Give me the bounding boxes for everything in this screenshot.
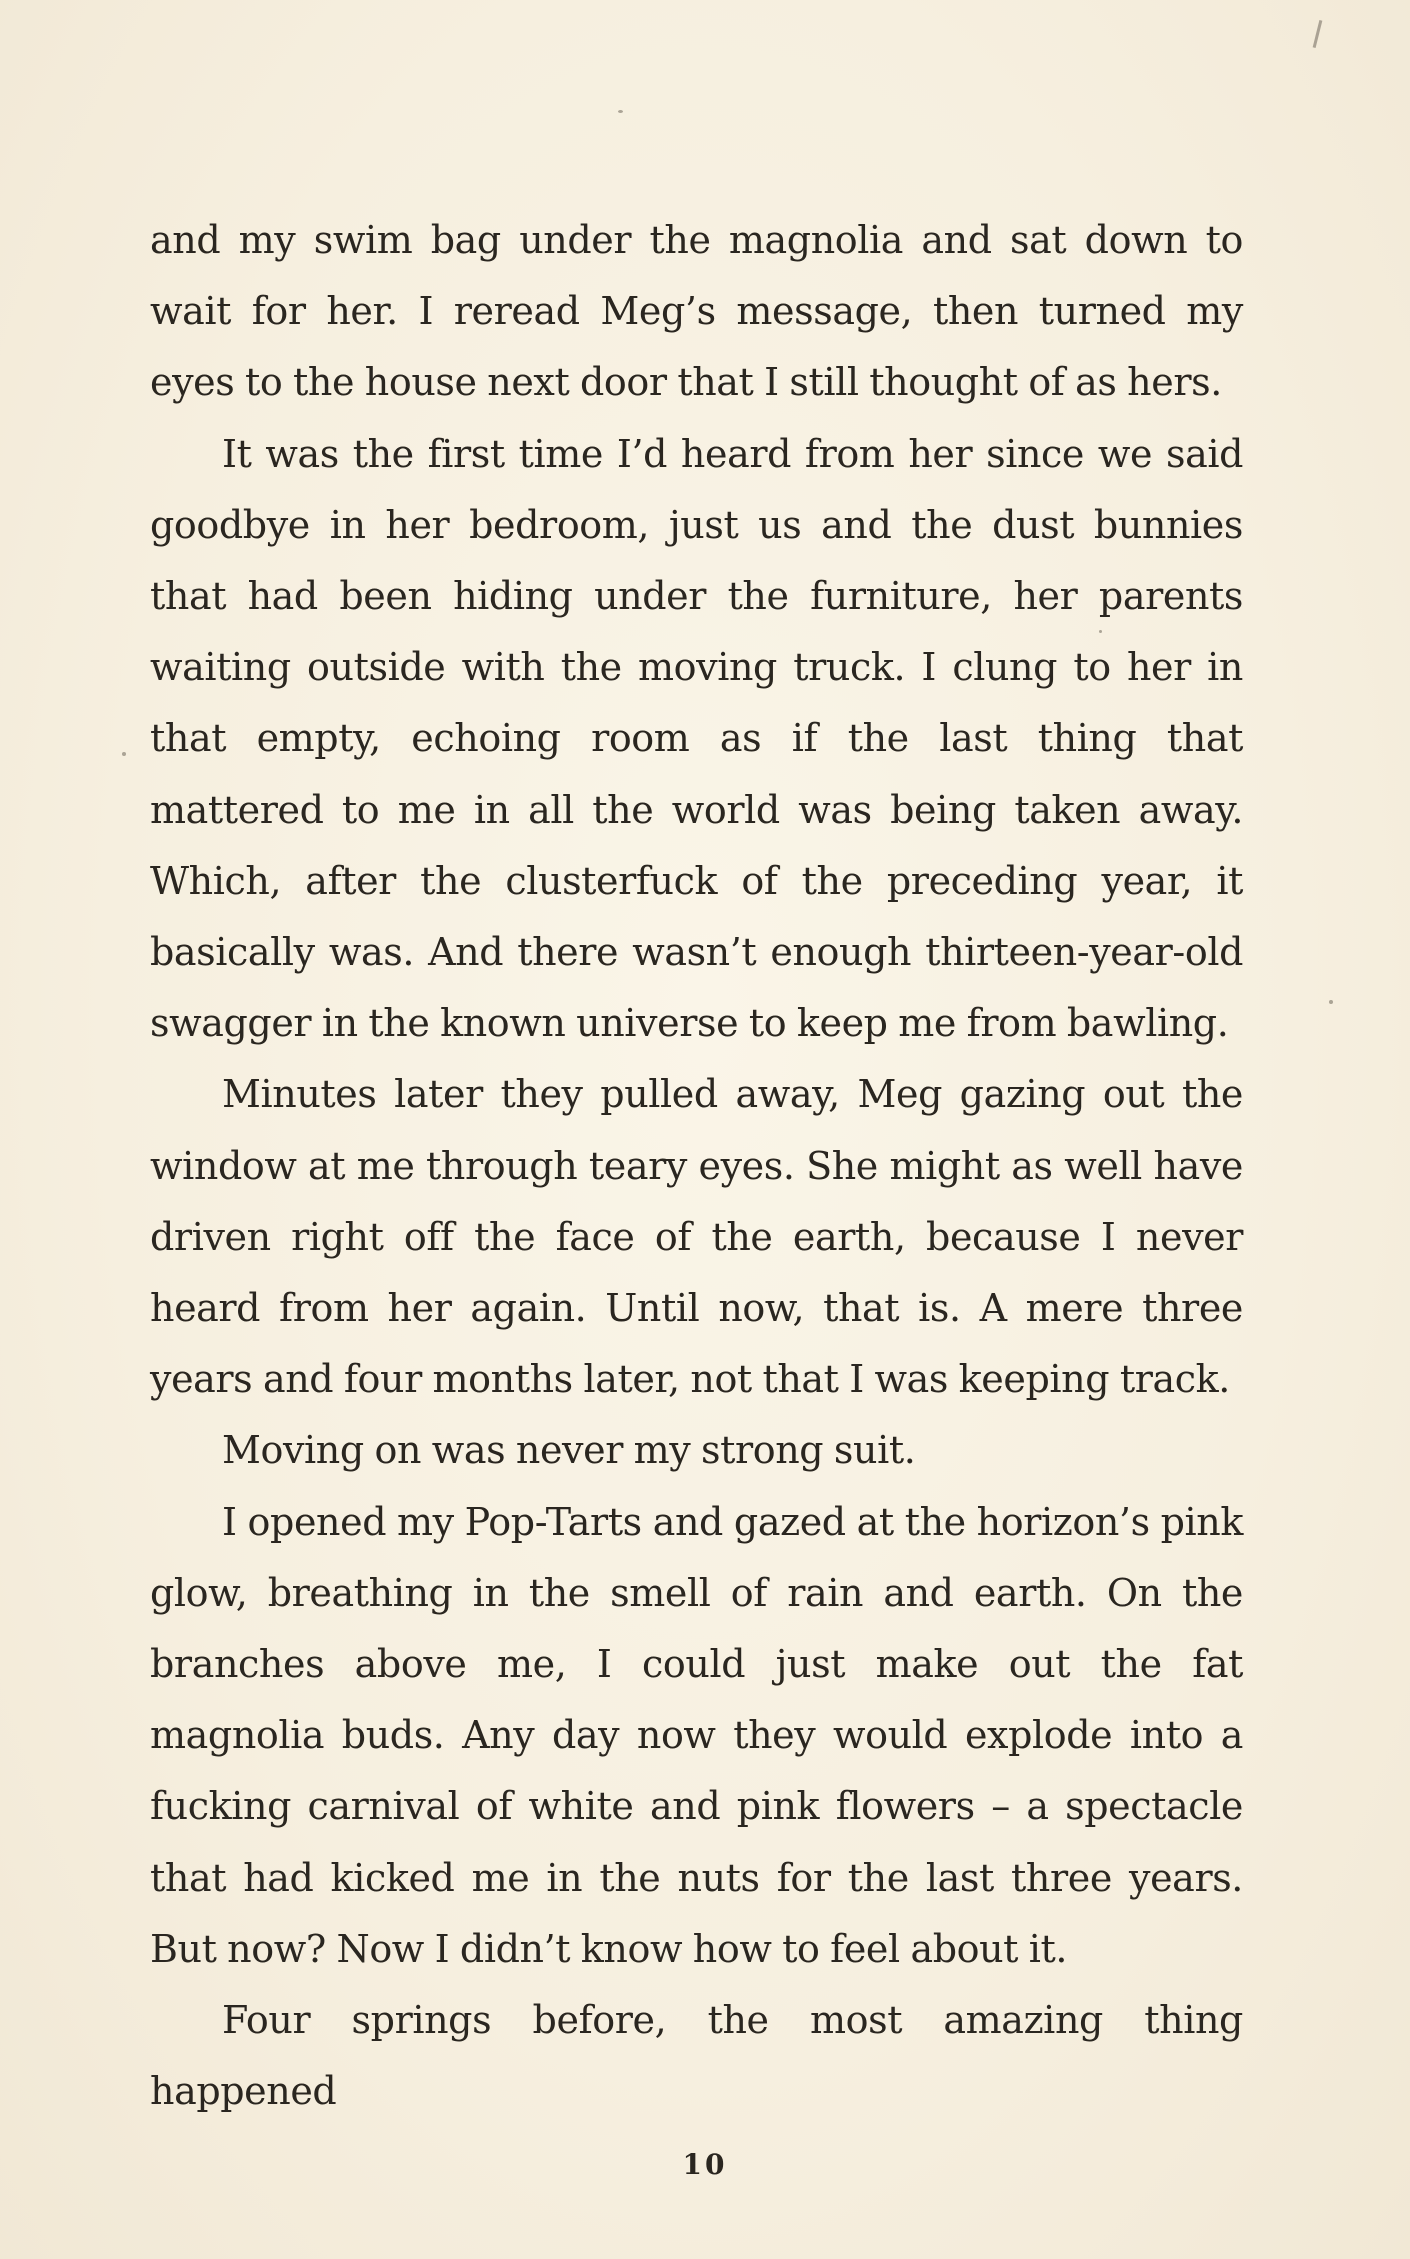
body-text [150, 205, 1243, 2127]
paper-speck [618, 110, 623, 113]
page-number: 10 [682, 2148, 728, 2181]
paragraph-1: and my swim bag under the magnolia and sat down to wait for her. I reread Meg’s message, then turned my eyes to the house next door that I still thought of as hers. [150, 218, 1243, 405]
paragraph-3: Minutes later they pulled away, Meg gazing out the window at me through teary eyes. She might as well have driven right off the face of the earth, because I never heard from her again. Until now, that is. A mere three years and four months later, not that I was keeping track. [150, 1072, 1243, 1402]
paragraph-4: Moving on was never my strong suit. [222, 1428, 916, 1473]
paragraph-5: I opened my Pop-Tarts and gazed at the horizon’s pink glow, breathing in the smell of rain and earth. On the branches above me, I could just make out the fat magnolia buds. Any day now they would explode into a fucking carnival of white and pink flowers – a spectacle that had kicked me in the nuts for the last three years. But now? Now I didn’t know how to feel about it. [150, 1499, 1243, 1971]
margin-mark [1313, 20, 1323, 48]
paper-speck [122, 752, 126, 756]
paper-speck [1329, 1000, 1333, 1004]
paragraph-2: It was the first time I’d heard from her since we said goodbye in her bedroom, just us and the dust bunnies that had been hiding under the furniture, her parents waiting outside with the moving truck. I clung to her in that empty, echoing room as if the last thing that mattered to me in all the world was being taken away. Which, after the clusterfuck of the preceding year, it basically was. And there wasn’t enough thirteen-year-old swagger in the known universe to keep me from bawling. [150, 431, 1243, 1046]
paper-speck [1099, 630, 1102, 633]
paragraph-6: Four springs before, the most amazing thing happened [150, 1998, 1243, 2114]
